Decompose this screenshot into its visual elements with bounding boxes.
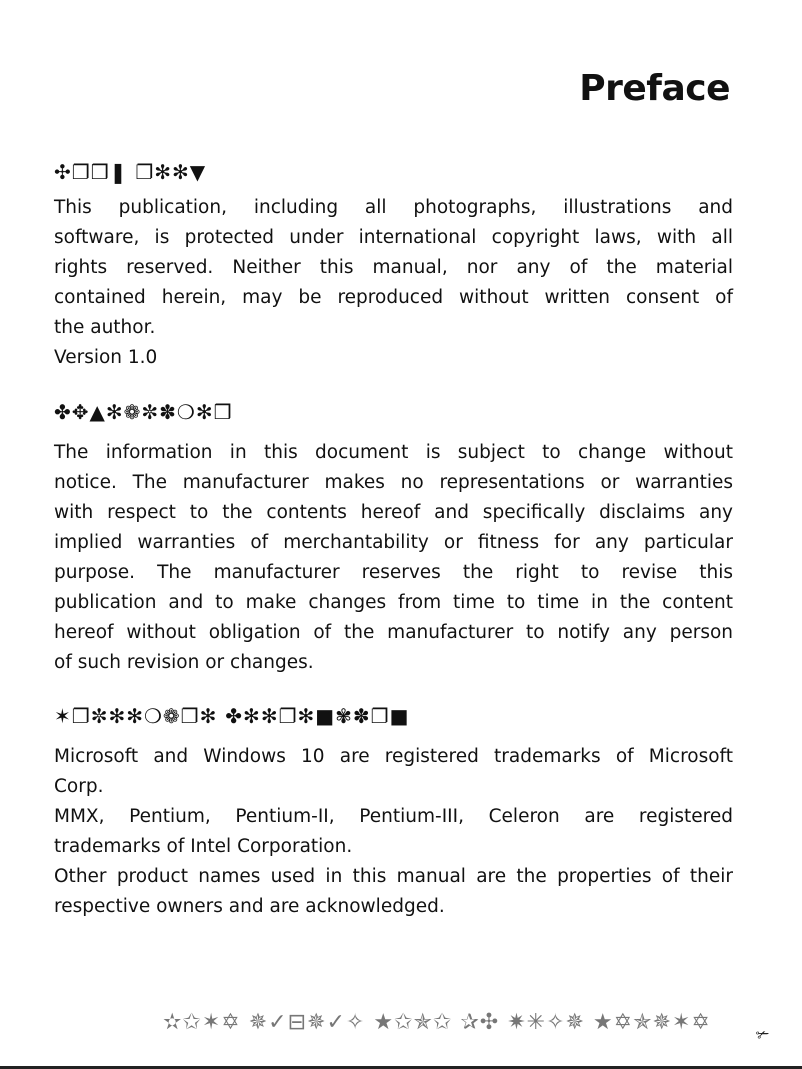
disclaimer-paragraph — [54, 438, 733, 678]
page-title: Preface — [579, 68, 730, 109]
text-line: implied warranties of merchantability or fitness for any particular — [54, 532, 733, 553]
text-line: Other product names used in this manual are the properties of their — [54, 866, 733, 887]
page-number: ✃ — [756, 1025, 770, 1044]
text-line: software, is protected under international copyright laws, with all — [54, 227, 733, 248]
copyright-paragraph — [54, 193, 733, 373]
text-line: of such revision or changes. — [54, 652, 314, 673]
text-line: rights reserved. Neither this manual, nor any of the material — [54, 257, 733, 278]
text-line: This publication, including all photographs, illustrations and — [54, 197, 733, 218]
text-line: the author. — [54, 317, 156, 338]
text-line: purpose. The manufacturer reserves the right to revise this — [54, 562, 733, 583]
text-line: trademarks of Intel Corporation. — [54, 836, 353, 857]
text-line: contained herein, may be reproduced without written consent of — [54, 287, 733, 308]
page-footer: ✫✩✶✡ ✵✓⊟✵✓✧ ★✩✯✩ ✰✣ ✷✳✧✵ ★✡✯✵✶✡ — [163, 1010, 711, 1035]
text-line: publication and to make changes from time to time in the content — [54, 592, 733, 613]
text-line: notice. The manufacturer makes no representations or warranties — [54, 472, 733, 493]
section-heading-trademark: ✶❐✼✻✻❍❁❐✻ ✤✻✻❐✻■✾✽❐■ — [54, 704, 410, 728]
text-line: Corp. — [54, 776, 104, 797]
trademark-paragraph — [54, 742, 733, 922]
section-heading-disclaimer: ✤✥▲✻❁✼✽❍✻❒ — [54, 400, 233, 424]
text-line: The information in this document is subject to change without — [54, 442, 733, 463]
section-heading-copyright: ✣❐❒❚ ❐✻✻▼ — [54, 160, 207, 184]
version-line: Version 1.0 — [54, 347, 158, 368]
text-line: respective owners and are acknowledged. — [54, 896, 445, 917]
text-line: with respect to the contents hereof and specifically disclaims any — [54, 502, 733, 523]
text-line: hereof without obligation of the manufacturer to notify any person — [54, 622, 733, 643]
text-line: MMX, Pentium, Pentium-II, Pentium-III, Celeron are registered — [54, 806, 733, 827]
text-line: Microsoft and Windows 10 are registered trademarks of Microsoft — [54, 746, 733, 767]
